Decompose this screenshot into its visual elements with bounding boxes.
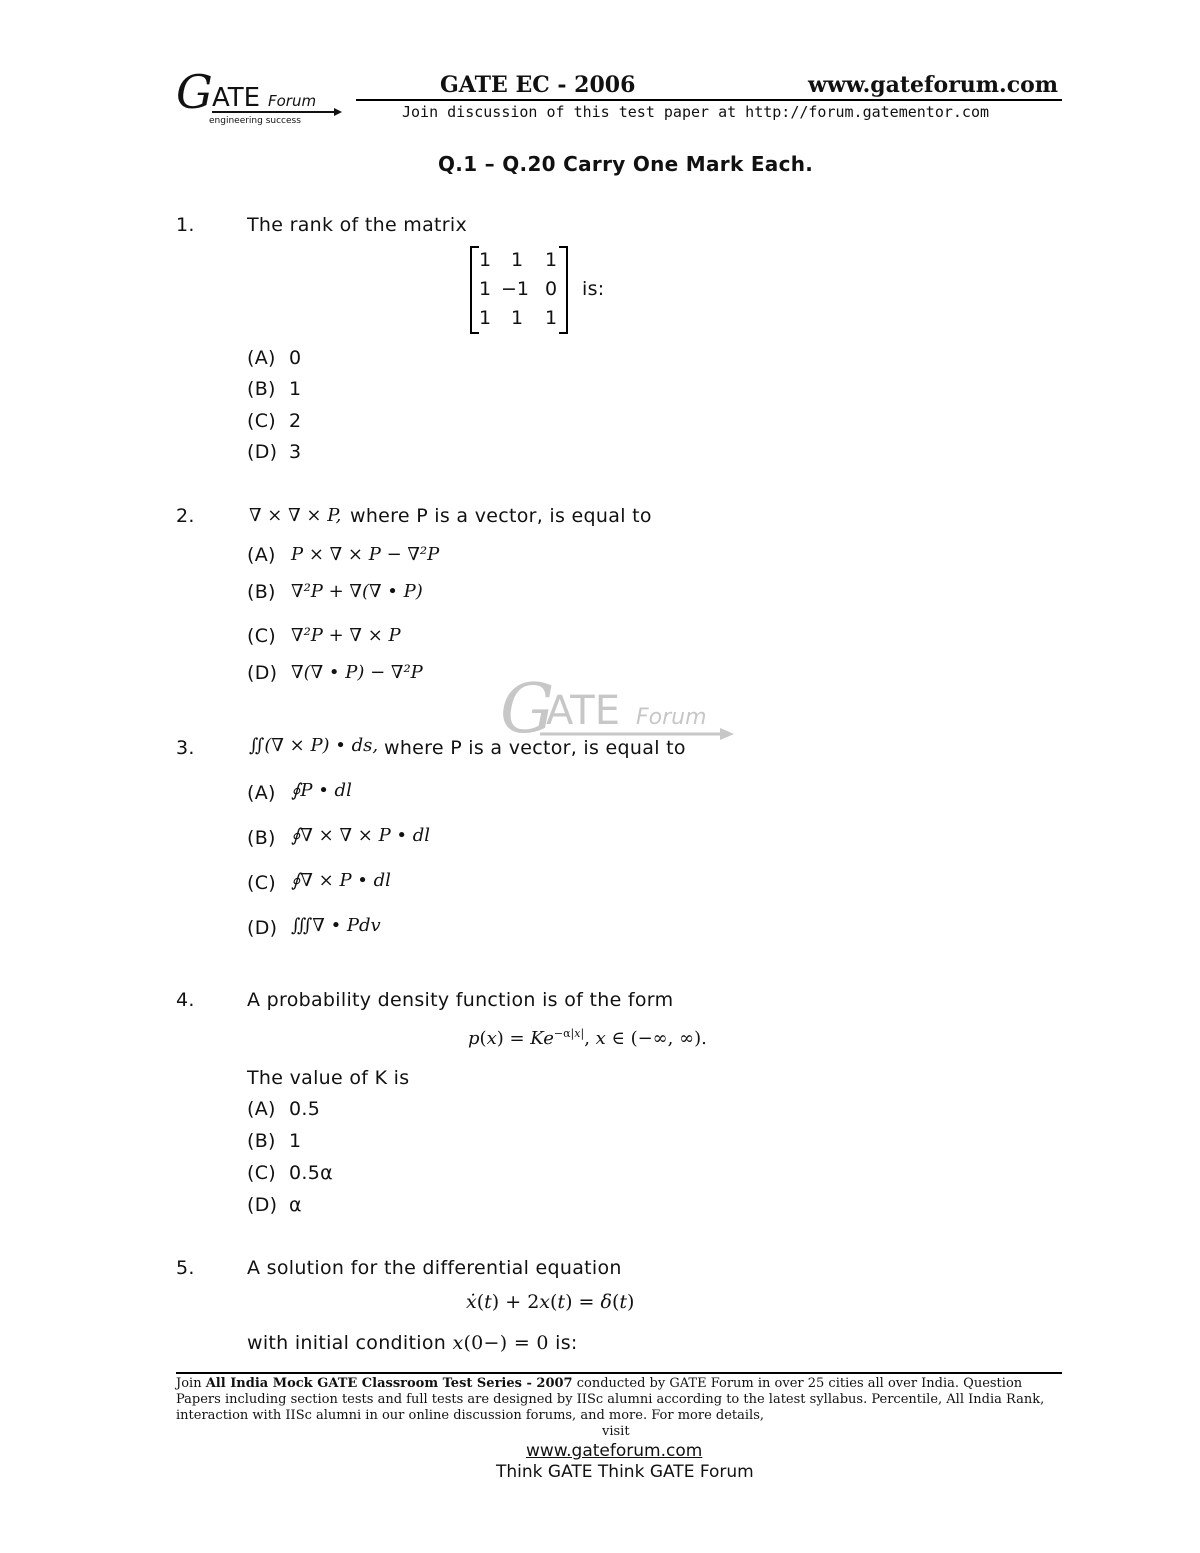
question-number: 5. <box>176 1257 195 1279</box>
matrix-cell: 1 <box>478 307 492 329</box>
svg-text:engineering success: engineering success <box>209 116 301 126</box>
option-text: ∮∇ × P • dl <box>291 870 391 891</box>
matrix-suffix: is: <box>582 278 605 300</box>
option-text: 2 <box>289 410 302 432</box>
question-text: A probability density function is of the form <box>247 989 674 1011</box>
option-label: (D) <box>247 1194 278 1216</box>
svg-text:Forum: Forum <box>268 92 317 110</box>
option-text: 3 <box>289 441 302 463</box>
footer-series-name: All India Mock GATE Classroom Test Series - 2007 <box>205 1376 573 1391</box>
svg-text:G: G <box>176 66 213 119</box>
option-text: α <box>289 1194 302 1216</box>
option-text: 1 <box>289 1130 302 1152</box>
option-text: ∇²P + ∇ × P <box>291 625 401 646</box>
option-label: (D) <box>247 917 278 939</box>
svg-text:G: G <box>500 670 555 748</box>
svg-text:ATE: ATE <box>212 83 261 113</box>
option-text: ∮∇ × ∇ × P • dl <box>291 825 431 846</box>
question-followup: with initial condition x(0−) = 0 is: <box>247 1332 578 1354</box>
gateforum-logo <box>176 66 346 126</box>
footer-line-1 <box>176 1376 1022 1392</box>
svg-text:Forum: Forum <box>636 705 707 730</box>
question-number: 1. <box>176 214 195 236</box>
matrix-cell: 1 <box>544 249 558 271</box>
question-text: The rank of the matrix <box>247 214 468 236</box>
option-label: (C) <box>247 872 276 894</box>
option-text: 1 <box>289 378 302 400</box>
matrix-cell: −1 <box>500 278 529 300</box>
footer-divider <box>176 1372 1062 1374</box>
footer-line-3: interaction with IISc alumni in our online discussion forums, and more. For more details, <box>176 1408 765 1423</box>
option-label: (C) <box>247 625 276 647</box>
option-text: 0 <box>289 347 302 369</box>
question-number: 4. <box>176 989 195 1011</box>
option-label: (A) <box>247 347 276 369</box>
option-label: (C) <box>247 410 276 432</box>
option-text: 0.5α <box>289 1162 333 1184</box>
site-url[interactable]: www.gateforum.com <box>808 72 1059 98</box>
rank-matrix <box>470 246 568 332</box>
option-text: ∮P • dl <box>291 780 352 801</box>
option-text: ∭∇ • Pdv <box>291 915 381 936</box>
matrix-cell: 0 <box>544 278 558 300</box>
discussion-link-text[interactable]: Join discussion of this test paper at http://forum.gatementor.com <box>402 103 989 121</box>
option-label: (B) <box>247 1130 276 1152</box>
option-label: (B) <box>247 378 276 400</box>
option-label: (A) <box>247 544 276 566</box>
footer-visit: visit <box>602 1424 630 1439</box>
header-divider <box>356 99 1062 101</box>
option-label: (D) <box>247 662 278 684</box>
matrix-cell: 1 <box>478 249 492 271</box>
svg-text:ATE: ATE <box>546 688 620 734</box>
option-label: (D) <box>247 441 278 463</box>
footer-link[interactable]: www.gateforum.com <box>526 1441 703 1461</box>
equation-pdf: $p(x) = Ke^{-\alpha|x|}$, x ∈ (−∞, ∞). <box>468 1027 707 1049</box>
option-label: (C) <box>247 1162 276 1184</box>
question-followup: The value of K is <box>247 1067 410 1089</box>
watermark-logo <box>500 668 740 748</box>
option-text: ∇(∇ • P) − ∇²P <box>291 662 423 683</box>
option-text: ∇²P + ∇(∇ • P) <box>291 581 423 602</box>
option-label: (B) <box>247 581 276 603</box>
matrix-cell: 1 <box>544 307 558 329</box>
option-text: 0.5 <box>289 1098 321 1120</box>
option-label: (A) <box>247 1098 276 1120</box>
question-text: where P is a vector, is equal to <box>384 737 686 759</box>
option-label: (A) <box>247 782 276 804</box>
question-text: where P is a vector, is equal to <box>350 505 652 527</box>
question-number: 3. <box>176 737 195 759</box>
question-expression: ∬(∇ × P) • ds, <box>249 735 379 756</box>
footer-line-1-pre: Join <box>176 1376 206 1391</box>
equation-differential: ẋ(t) + 2x(t) = δ(t) <box>466 1291 635 1313</box>
footer-slogan: Think GATE Think GATE Forum <box>496 1462 754 1482</box>
question-number: 2. <box>176 505 195 527</box>
question-expression: ∇ × ∇ × P, <box>249 505 342 526</box>
footer-line-1-post: conducted by GATE Forum in over 25 cities all over India. Question <box>572 1376 1023 1391</box>
matrix-cell: 1 <box>478 278 492 300</box>
matrix-cell: 1 <box>510 249 524 271</box>
exam-title: GATE EC - 2006 <box>440 72 636 98</box>
section-title: Q.1 – Q.20 Carry One Mark Each. <box>438 152 814 176</box>
option-label: (B) <box>247 827 276 849</box>
matrix-cell: 1 <box>510 307 524 329</box>
footer-line-2: Papers including section tests and full tests are designed by IISc alumni according to the latest syllabus. Percentile, All India Rank, <box>176 1392 1045 1407</box>
question-text: A solution for the differential equation <box>247 1257 622 1279</box>
option-text: P × ∇ × P − ∇²P <box>291 544 440 565</box>
